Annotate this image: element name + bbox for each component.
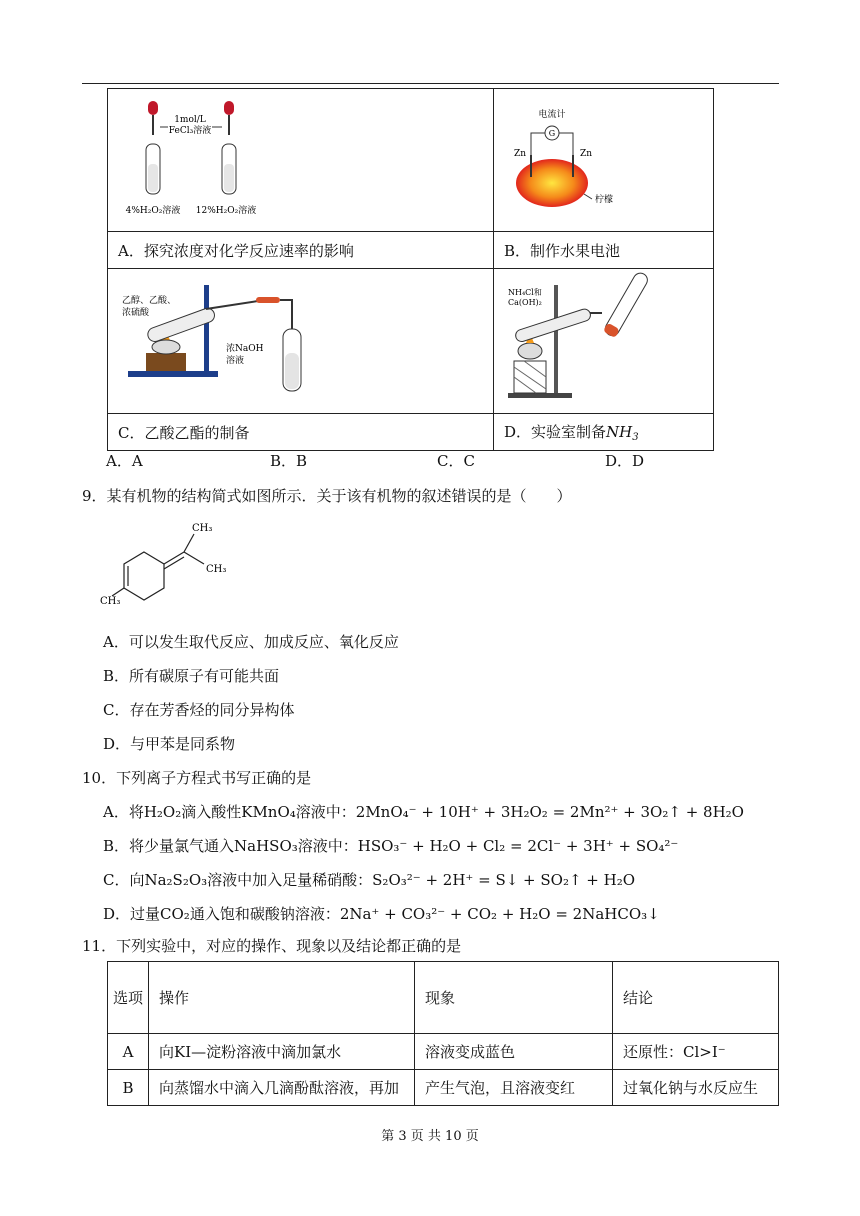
lamp: [518, 343, 542, 359]
lamp-base: [146, 353, 186, 371]
caption-c: C．乙酸乙酯的制备: [108, 414, 494, 451]
q10-option-c[interactable]: C．向Na₂S₂O₃溶液中加入足量稀硝酸：S₂O₃²⁻ + 2H⁺ = S↓ + SO₂↑ + H₂O: [103, 871, 636, 889]
ammonia-prep-figure: [494, 269, 714, 409]
top-rule: [82, 83, 779, 84]
row-b-phenomenon: 产生气泡，且溶液变红: [415, 1070, 613, 1106]
rate-experiment-figure: [108, 89, 494, 227]
dropper-bulb-right: [224, 101, 234, 115]
caption-d-subscript: 3: [632, 432, 639, 443]
q10-option-b[interactable]: B．将少量氯气通入NaHSO₃溶液中：HSO₃⁻ + H₂O + Cl₂ = 2Cl⁻ + 3H⁺ + SO₄²⁻: [103, 837, 679, 855]
q8-option-b[interactable]: B．B: [270, 452, 308, 470]
iron-stand-base: [508, 393, 572, 398]
absorber-label-2: 溶液: [226, 356, 245, 366]
q10-stem: 10．下列离子方程式书写正确的是: [82, 769, 312, 787]
q9-option-a[interactable]: A．可以发生取代反应、加成反应、氧化反应: [103, 633, 399, 651]
q11-table: [107, 961, 779, 1106]
table-row: [108, 1034, 779, 1070]
q9-stem: 9．某有机物的结构简式如图所示．关于该有机物的叙述错误的是（ ）: [82, 487, 572, 505]
absorber-label: 浓NaOH: [226, 344, 264, 354]
ch3-left: CH₃: [100, 596, 121, 607]
meter-label: 电流计: [538, 110, 566, 120]
header-conclusion: 结论: [613, 962, 779, 1034]
q10-option-a[interactable]: A．将H₂O₂滴入酸性KMnO₄溶液中：2MnO₄⁻ + 10H⁺ + 3H₂O₂ = 2Mn²⁺ + 3O₂↑ + 8H₂O: [103, 803, 744, 821]
caption-d: [494, 414, 714, 451]
cyclohexadiene-ring: [124, 552, 164, 600]
ch3-right: CH₃: [206, 564, 227, 575]
lemon: [516, 159, 588, 207]
q8-option-c[interactable]: C．C: [437, 452, 475, 470]
fruit-battery-figure: [494, 89, 714, 227]
right-electrode-label: Zn: [579, 149, 593, 159]
q9-option-c[interactable]: C．存在芳香烃的同分异构体: [103, 701, 295, 719]
figure-cell-d: [494, 269, 714, 414]
right-tube-label: 12%H₂O₂溶液: [195, 206, 257, 216]
lemon-label: 柠檬: [594, 195, 614, 205]
experiment-table: [107, 88, 714, 451]
reagent-label: 1mol/L: [174, 115, 206, 125]
caption-d-prefix: D．实验室制备: [504, 423, 607, 441]
dropper-bulb-left: [148, 101, 158, 115]
header-option: 选项: [108, 962, 149, 1034]
table-row: [108, 1070, 779, 1106]
q10-option-d[interactable]: D．过量CO₂通入饱和碳酸钠溶液：2Na⁺ + CO₃²⁻ + CO₂ + H₂O = 2NaHCO₃↓: [103, 905, 660, 923]
header-phenomenon: 现象: [415, 962, 613, 1034]
q8-option-a[interactable]: A．A: [106, 452, 143, 470]
row-b-operation: 向蒸馏水中滴入几滴酚酞溶液，再加: [149, 1070, 415, 1106]
caption-a: A．探究浓度对化学反应速率的影响: [108, 232, 494, 269]
caption-d-formula: NH: [606, 423, 633, 441]
q11-stem: 11．下列实验中，对应的操作、现象以及结论都正确的是: [82, 937, 462, 955]
q9-structure: [96, 516, 246, 610]
row-b-conclusion: 过氧化钠与水反应生: [613, 1070, 779, 1106]
heated-tube: [514, 308, 592, 344]
figure-cell-b: [494, 89, 714, 232]
galvanometer-symbol: G: [548, 129, 556, 138]
caption-b: B．制作水果电池: [494, 232, 714, 269]
reagent-label-caoh2: Ca(OH)₂: [508, 298, 542, 307]
iron-stand-rod: [554, 285, 558, 395]
row-a-option: A: [108, 1034, 149, 1070]
row-a-operation: 向KI—淀粉溶液中滴加氯水: [149, 1034, 415, 1070]
q8-option-d[interactable]: D．D: [605, 452, 645, 470]
reactants-label: 乙醇、乙酸、: [122, 296, 177, 306]
stand-rod: [204, 285, 209, 375]
header-operation: 操作: [149, 962, 415, 1034]
q9-option-b[interactable]: B．所有碳原子有可能共面: [103, 667, 280, 685]
reagent-label-2: FeCl₃溶液: [168, 126, 212, 136]
left-tube-label: 4%H₂O₂溶液: [125, 206, 181, 216]
figure-cell-c: [108, 269, 494, 414]
alcohol-lamp: [152, 340, 180, 354]
figure-cell-a: [108, 89, 494, 232]
row-a-conclusion: 还原性：Cl>I⁻: [613, 1034, 779, 1070]
q9-option-d[interactable]: D．与甲苯是同系物: [103, 735, 236, 753]
rubber-joint: [256, 297, 280, 303]
ch3-top: CH₃: [192, 523, 213, 534]
ester-prep-figure: [108, 269, 494, 409]
reactants-label-2: 浓硫酸: [122, 308, 150, 318]
row-a-phenomenon: 溶液变成蓝色: [415, 1034, 613, 1070]
reagent-label-nh4cl: NH₄Cl和: [508, 288, 542, 297]
left-electrode-label: Zn: [513, 149, 527, 159]
page-footer: 第 3 页 共 10 页: [381, 1129, 479, 1144]
row-b-option: B: [108, 1070, 149, 1106]
